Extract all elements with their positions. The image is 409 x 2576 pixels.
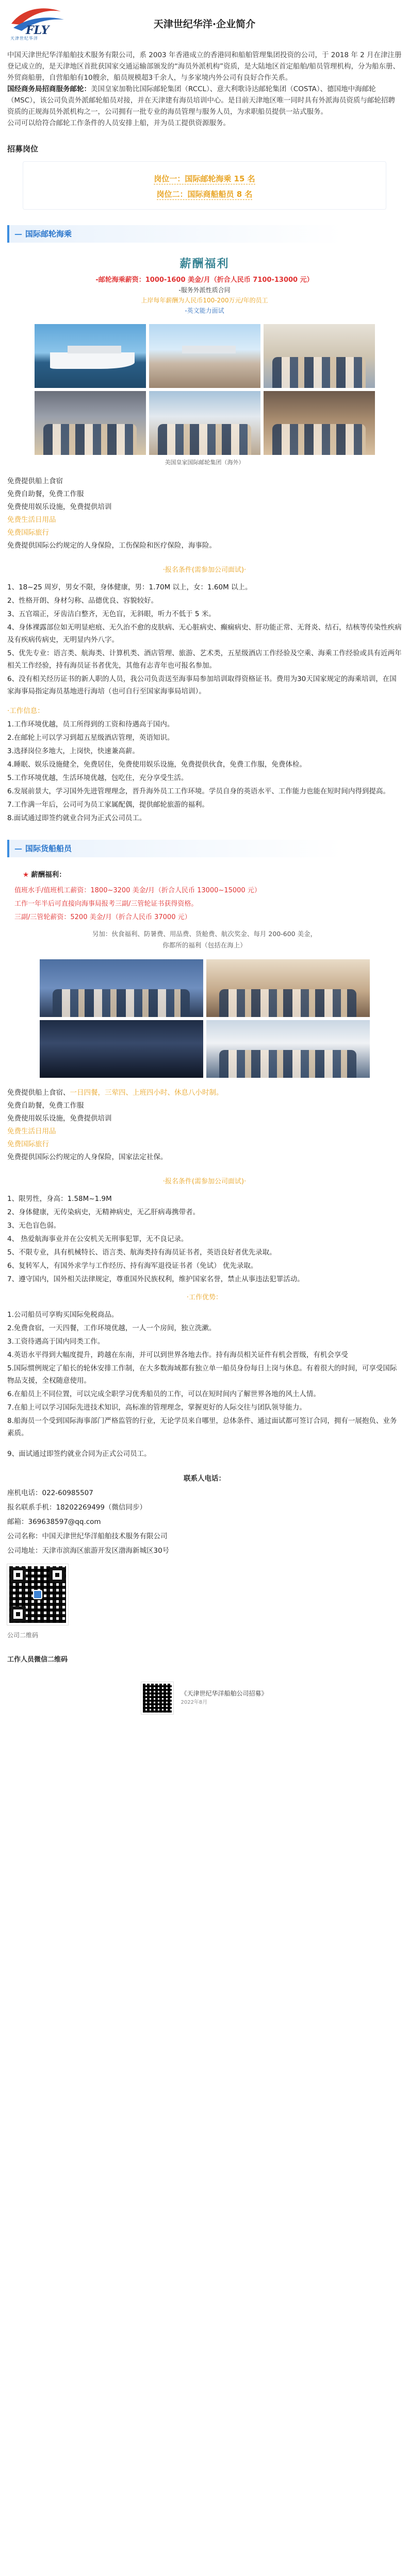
advantage-item: 2.免费食宿，一天四餐，工作环境优越，一人一个房间，独立洗漱。 <box>7 1324 216 1332</box>
header <box>7 0 402 43</box>
cruise-note-1: -服务外派性质合同 <box>178 286 231 294</box>
star-icon: ★ <box>23 871 29 879</box>
company-qr-caption: 公司二维码 <box>7 1632 39 1639</box>
advantage-item: 8.船海员一个受到国际海事部门严格监管的行业，无论学员来自哪里，总体条件、通过面试都可签订合同，拥有一展抱负、业务素质。 <box>7 1417 397 1437</box>
benefit-item: 免费提供船上食宿、一日四餐，三荤四、上班四小时、休息八小时制。 <box>7 1089 223 1097</box>
bridge-photo <box>40 1020 203 1078</box>
cruise-note-3: -英文能力面试 <box>185 307 224 314</box>
cargo-salary-3: 三副/三管轮薪资：5200 美金/月（折合人民币 37000 元） <box>14 913 191 921</box>
cargo-salary-2: 工作一年半后可直接向海事局报考三副/三管轮证书获得资格。 <box>14 900 198 908</box>
crew-uniform-photo <box>149 391 260 455</box>
salary-welfare-title: 薪酬福利 <box>179 258 230 270</box>
crew-team-photo <box>40 959 203 1017</box>
requirement-item: 3、五官端正，牙齿洁白整齐，无色盲，无斜眼，听力不低于 5 米。 <box>7 610 216 618</box>
crew-service-photo <box>264 391 375 455</box>
crew-group-photo <box>264 324 375 388</box>
staff-wechat-qr-label: 工作人员微信二维码 <box>7 1656 68 1664</box>
advantage-item: 9、面试通过即签约就业合同为正式公司员工。 <box>7 1450 151 1458</box>
requirement-item: 7、遵守国内，国外相关法律规定，尊重国外民族权利，维护国家名誉，禁止从事违法犯罪活动。 <box>7 1275 304 1283</box>
cargo-salary-1: 值班水手/值班机工薪资：1800~3200 美金/月（折合人民币 13000~15000 元） <box>14 887 261 894</box>
cruise-ship-photo <box>35 324 146 388</box>
work-info-item: 1.工作环境优越，员工所得到的工资和待遇高于国内。 <box>7 720 174 728</box>
benefit-item: 免费国际旅行 <box>7 1140 49 1148</box>
footer-line-1: 《天津世纪华洋船舶公司招募》 <box>181 1690 268 1697</box>
intro-paragraph-2 <box>7 83 402 117</box>
intro-paragraph-3: 公司可以给符合邮轮工作条件的人员安排上船，并为员工提供资源服务。 <box>7 119 230 127</box>
cruise-note-2: 上岸每年薪酬为人民币100-200万元/年的员工 <box>141 297 268 304</box>
company-qr-code <box>7 1564 68 1625</box>
section-bar-cruise <box>7 225 402 243</box>
cargo-extras <box>7 928 402 951</box>
position-2-label: 岗位二：国际商船船员 8 名 <box>156 190 253 199</box>
work-info-item: 2.在邮轮上可以学习到超五星级酒店管理，英语知识。 <box>7 734 174 742</box>
work-info-heading: ·工作信息： <box>7 707 44 715</box>
benefit-item: 免费自助餐，免费工作服 <box>7 490 84 498</box>
requirement-item: 1、18~25 周岁，男女不限，身体健康，男：1.70M 以上，女：1.60M 以上。 <box>7 583 252 591</box>
intro-paragraph-1: 中国天津世纪华洋船舶技术服务有限公司，系 2003 年香港成立的香港同和船舶管理集团投资的公司，于 2018 年 2 月在津注册登记成立的，是天津地区首批获国家交通运输部颁发的“海员外派机构”资质，是大陆地区首定船舶/船员管理机构，分为船东册、外贸商船册，自营船舶有10艘余，船员规模超3千余人，与多家境内外公司有良好合作关系。 <box>7 51 402 82</box>
benefit-item: 免费提供国际公约规定的人身保险，工伤保险和医疗保险，海事险。 <box>7 541 216 550</box>
logo-text: FLY <box>26 24 50 37</box>
company-name: 公司名称：中国天津世纪华洋船舶技术服务有限公司 <box>7 1532 168 1540</box>
staff-wechat-qr-code <box>141 1682 173 1714</box>
benefit-item: 免费提供国际公约规定的人身保险，国家法定社保。 <box>7 1153 168 1161</box>
position-2 <box>23 187 386 202</box>
cruise-interior-photo <box>35 391 146 455</box>
cruise-deck-photo <box>149 324 260 388</box>
requirement-item: 3、无色盲色弱。 <box>7 1222 61 1230</box>
work-info-item: 5.工作环境优越，生活环境优越，包吃住，充分享受生活。 <box>7 774 188 782</box>
bar-dash-icon: — <box>14 844 22 853</box>
crew-meeting-photo <box>206 959 370 1017</box>
cargo-salary-list <box>7 884 402 924</box>
cruise-photo-grid <box>35 324 375 455</box>
requirement-item: 6、没有相关经历证书的新人职的人员，我公司负责送至海事局参加培训取得资格证书。费用为30天国家规定的海乘培训，在国家海事局指定海员基地进行海培（也可自行至国家海事局培训）。 <box>7 675 397 696</box>
company-address: 公司地址：天津市滨海区旅游开发区渤海新城区30号 <box>7 1547 170 1555</box>
benefit-item: 免费使用娱乐设施，免费提供培训 <box>7 503 112 511</box>
page-title: 天津世纪华洋·企业简介 <box>153 18 256 30</box>
work-info-item: 4.睡眠、娱乐设施健全，免费居住，免费使用娱乐设施，免费提供伙食，免费工作服，免费体检。 <box>7 760 306 769</box>
advantage-item: 1.公司船员可享购买国际免税商品。 <box>7 1311 119 1319</box>
work-info-item: 6.发展前景大，学习国外先进管理理念，晋升海外员工工作环境。学员自身的英语水平、工作能力也能在短时间内得到提高。 <box>7 787 390 795</box>
advantage-item: 3.工资待遇高于国内同类工作。 <box>7 1337 105 1346</box>
contact-heading: 联系人电话： <box>184 1475 225 1483</box>
cargo-salary-heading: ★ 薪酬福利： <box>23 871 66 879</box>
footer-text <box>181 1689 267 1707</box>
cargo-requirements <box>7 1193 402 1285</box>
footer <box>7 1677 402 1719</box>
positions-box <box>23 161 386 210</box>
cargo-benefits-list <box>7 1087 402 1164</box>
advantage-item: 4.英语水平得到大幅度提升，跨越在东南，并可以到世界各地去作。持有海员相关证件有机会晋级，有机会享受 <box>7 1351 348 1359</box>
benefit-item: 免费国际旅行 <box>7 529 49 537</box>
cruise-benefits-list <box>7 476 402 553</box>
work-info-item: 3.选择岗位多地大，上岗快，快速兼高薪。 <box>7 747 139 755</box>
benefit-item: 免费使用娱乐设施，免费提供培训 <box>7 1114 112 1123</box>
advantage-item: 6.在船员上不同位置，可以完成全职学习优秀船员的工作，可以在短时间内了解世界各地的风土人情。 <box>7 1390 320 1398</box>
cargo-work-advantages <box>7 1309 402 1460</box>
cargo-photo-grid <box>40 959 370 1078</box>
requirement-item: 6、复转军人，有国外求学与工作经历、持有海军退役证书者（免试） 优先录取。 <box>7 1262 258 1270</box>
contact-email: 邮箱：369638597@qq.com <box>7 1518 101 1526</box>
footer-line-2: 2022年8月 <box>181 1700 208 1705</box>
contact-mobile: 报名联系手机：18202269499（微信同步） <box>7 1503 146 1512</box>
benefit-item: 免费提供船上食宿 <box>7 477 63 485</box>
contact-landline: 座机电话：022-60985507 <box>7 1489 93 1497</box>
requirement-item: 4、 热爱航海事业并在公安机关无刑事犯罪，无不良记录。 <box>7 1235 188 1243</box>
positions-heading: 招募岗位 <box>7 144 39 154</box>
benefit-item: 免费自助餐，免费工作服 <box>7 1101 84 1110</box>
advantage-item: 7.在船上可以学习国际先进技术知识，高标准的管理理念，掌握更好的人际交往与团队领导能力。 <box>7 1403 306 1412</box>
contact-section <box>7 1471 402 1667</box>
section-bar-cargo-label: 国际货船船员 <box>25 844 72 853</box>
requirement-item: 2、身体健康，无传染病史，无精神病史，无乙肝病毒携带者。 <box>7 1208 200 1216</box>
intro-bold-lead: 国经商务局招商服务邮轮： <box>7 85 91 93</box>
requirements-heading-1: ·报名条件(需参加公司面试)· <box>162 566 247 574</box>
photo-caption: 美国皇家国际邮轮集团（海外） <box>165 459 244 466</box>
requirement-item: 5、不限专业，具有机械特长、语言类、航海类持有海员证书者，英语良好者优先录取。 <box>7 1248 276 1257</box>
requirement-item: 5、优先专业：语言类、航海类、计算机类、酒店管理、旅游、艺术类，五星级酒店工作经验及空乘、海乘工作经验或具有近两年相关工作经验，持有海员证书者优先，其他有志青年也可报名参加。 <box>7 649 402 670</box>
requirement-item: 1、限男性，身高：1.58M~1.9M <box>7 1195 112 1203</box>
crew-onboard-photo <box>206 1020 370 1078</box>
bar-dash-icon: — <box>14 229 22 239</box>
requirements-heading-2: ·报名条件(需参加公司面试)· <box>162 1178 247 1185</box>
intro-paragraph-2-text: 美国皇家加勒比国际邮轮集团（RCCL）、意大利歌诗达邮轮集团（COSTA）、德国地中海邮轮（MSC），该公司负责外派邮轮船员对接，并在天津建有海员培训中心。是目前天津地区唯一同时具有外派海员资质与邮轮招聘资质的正规海员外派机构之一，公司拥有一批专业的海员管理与服务人员，为求职船员提供一站式服务。 <box>7 85 395 116</box>
cruise-salary: -邮轮海乘薪资：1000-1600 美金/月（折合人民币 7100-13000 元） <box>95 276 314 284</box>
advantage-item: 5.国际惯例规定了船长的轮休安排工作制，在大多数海域都有独立单一船员身份每日上岗与休息。有着很大的时间，可享受国际物品支援，全权随意使用。 <box>7 1364 397 1385</box>
benefit-item: 免费生活日用品 <box>7 1127 56 1136</box>
work-info-item: 8.面试通过即签约就业合同为正式公司员工。 <box>7 814 146 822</box>
work-info-item: 7.工作满一年后，公司可为员工家属配偶，提供邮轮旅游的福利。 <box>7 801 209 809</box>
cargo-extras-line-2: 你都所的福利（包括在海上） <box>162 941 247 949</box>
requirement-item: 2、性格开朗、身材匀称、品德优良、容貌较好。 <box>7 597 158 605</box>
benefit-item: 免费生活日用品 <box>7 516 56 524</box>
section-bar-cargo <box>7 840 402 857</box>
requirement-item: 4、身体裸露部位如无明显疤痕、无久治不愈的皮肤病、无心脏病史、癫痫病史、肝功能正常、无肾炎、结石，结核等传染性疾病及有疾病传病史，无明显内外八字。 <box>7 623 402 644</box>
work-advantage-heading: ·工作优势： <box>186 1294 223 1301</box>
company-logo <box>7 4 68 42</box>
section-bar-cruise-label: 国际邮轮海乘 <box>25 229 72 239</box>
cruise-requirements <box>7 581 402 824</box>
cargo-extras-line-1: 另加：伙食福利、防暑费、用品费、货舱费、航次奖金、每月 200-600 美金， <box>92 930 317 938</box>
position-1 <box>23 171 386 187</box>
logo-subtext: 天津世纪华洋 <box>10 36 38 41</box>
position-1-label: 岗位一：国际邮轮海乘 15 名 <box>154 174 255 183</box>
company-intro <box>7 49 402 129</box>
